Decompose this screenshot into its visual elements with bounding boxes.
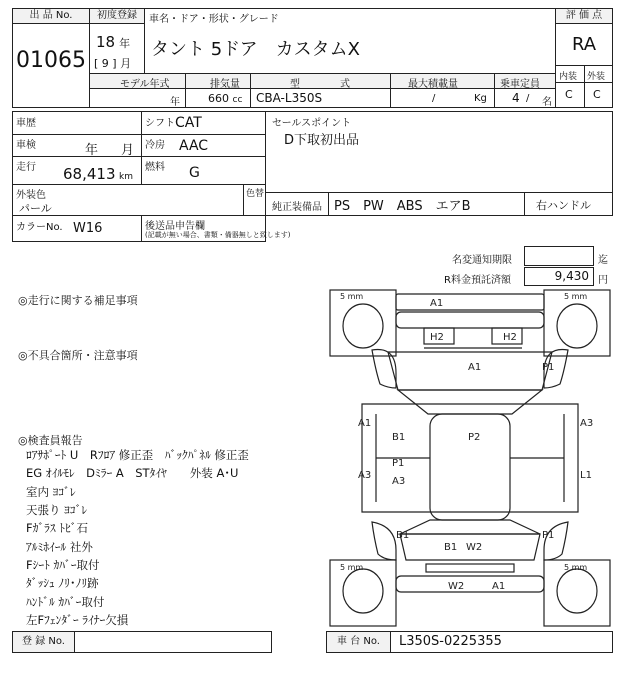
grade-value: RA [571, 34, 597, 55]
report-line: ﾛｱｻﾎﾟｰﾄ U Rﾌﾛｱ 修正歪 ﾊﾞｯｸﾊﾟﾈﾙ 修正歪 [26, 448, 249, 462]
rear-window-shape [400, 520, 540, 534]
report-line: 天張り ﾖｺﾞﾚ [26, 503, 88, 517]
wheel-rl-icon [343, 569, 383, 613]
registration-label: 登 録 No. [13, 632, 75, 652]
capacity-slash: / [526, 93, 530, 104]
displacement-label: 排気量 [210, 79, 240, 90]
grade-box [555, 8, 613, 108]
report-line: ﾊﾝﾄﾞﾙ ｶﾊﾞｰ取付 [26, 595, 105, 609]
col-div-4 [494, 74, 495, 107]
lot-number-box [12, 8, 90, 108]
car-damage-diagram [326, 288, 616, 628]
mark-right-rear-fender: P1 [542, 530, 555, 541]
mark-left-side-front: A1 [358, 418, 372, 429]
mark-right-side-front: A3 [580, 418, 594, 429]
steering-value: 右ハンドル [536, 199, 591, 212]
docs-label: 後送品申告欄 [145, 221, 205, 232]
equipment-div-1 [328, 193, 329, 215]
fuel-label: 燃料 [145, 162, 165, 173]
inspection-year: 年 [85, 143, 99, 158]
exterior-score: C [593, 88, 601, 101]
capacity-value: 4 [512, 91, 520, 105]
chassis-box [326, 631, 613, 653]
spec-vline-docs [141, 215, 142, 241]
sub-grade-row [556, 65, 612, 107]
reg-month: [ 9 ] 月 [94, 57, 132, 70]
capacity-unit: 名 [542, 97, 552, 108]
recycle-label: R料金預託済額 [444, 275, 511, 286]
sales-point-value: D下取初出品 [284, 133, 360, 148]
era-year: 18 年 [96, 33, 131, 51]
grade-label: 評 価 点 [556, 9, 612, 24]
max-load-slash: / [432, 93, 436, 104]
front-bumper-shape [396, 294, 544, 310]
chassis-value: L350S-0225355 [399, 634, 502, 649]
mark-rear-bumper-a1: A1 [492, 581, 506, 592]
recycle-value: 9,430 [554, 269, 589, 283]
spec-hline-2 [13, 156, 265, 157]
aircon-value: AAC [179, 138, 209, 154]
license-plate-shape [426, 564, 514, 572]
rear-bumper-shape [396, 576, 544, 592]
mileage-value: 68,413 [63, 165, 116, 183]
equipment-value: PS PW ABS エアB [334, 199, 471, 214]
type-value: CBA-L350S [256, 91, 323, 105]
shift-label: シフト [145, 118, 175, 129]
wheel-fl-label: 5 mm [340, 292, 364, 301]
inspection-month: 月 [121, 143, 135, 158]
model-year-unit: 年 [170, 97, 180, 108]
first-reg-label: 初度登録 [90, 9, 144, 24]
sub-grade-hline [556, 82, 612, 83]
sales-point-label: セールスポイント [272, 118, 352, 129]
max-load-unit: Kg [474, 93, 487, 104]
lot-label: 出 品 No. [13, 9, 89, 24]
aircon-label: 冷房 [145, 140, 165, 151]
wheel-rr-label: 5 mm [564, 563, 588, 572]
max-load-label: 最大積載量 [408, 79, 458, 90]
type-label: 型 式 [290, 79, 350, 90]
wheel-fl-icon [343, 304, 383, 348]
color-no-value: W16 [73, 221, 103, 236]
model-label: 車名・ドア・形状・グレード [149, 14, 279, 25]
mark-left-rear-a3: A3 [392, 476, 406, 487]
report-line: 左Fﾌｪﾝﾀﾞｰ ﾗｲﾅｰ欠損 [26, 613, 129, 627]
equipment-box [265, 192, 613, 216]
recolor-label: 色替 [246, 189, 265, 199]
name-change-label: 名変通知期限 [452, 255, 512, 266]
spec-vline [141, 112, 142, 184]
report-line: ｱﾙﾐﾎｲｰﾙ 社外 [26, 540, 93, 554]
report-line: EG ｵｲﾙﾓﾚ Dﾐﾗｰ A STﾀｲﾔ 外装 A･U [26, 466, 239, 480]
color-label: 外装色 [16, 190, 46, 201]
interior-label: 内装 [559, 72, 578, 82]
lot-number: 01065 [16, 48, 86, 73]
mark-right-side-rear: L1 [580, 470, 592, 481]
roof-shape [430, 414, 510, 520]
mark-rear-w2: W2 [466, 542, 483, 553]
equipment-div-2 [524, 193, 525, 215]
model-year-label: モデル年式 [120, 79, 170, 90]
capacity-label: 乗車定員 [500, 79, 540, 90]
mark-left-side-rear: A3 [358, 470, 372, 481]
sub-grade-divider [584, 66, 585, 108]
report-line: Fｶﾞﾗｽ ﾄﾋﾞ石 [26, 521, 89, 535]
mark-front-bumper: A1 [430, 298, 444, 309]
mark-h2-left: H2 [430, 332, 444, 343]
recycle-field [524, 267, 594, 286]
car-name: タント 5ドア カスタムX [151, 39, 360, 60]
windshield-shape [398, 390, 542, 414]
registration-box [12, 631, 272, 653]
mark-left-rear-p1: P1 [392, 458, 405, 469]
report-line: Fｼｰﾄ ｶﾊﾞｰ取付 [26, 558, 100, 572]
col-div-1 [185, 74, 186, 107]
mileage-unit: km [119, 172, 133, 182]
displacement: 660 cc [208, 92, 243, 105]
rear-right-fender-shape [544, 522, 568, 560]
shift-value: CAT [175, 115, 202, 131]
exterior-label: 外装 [587, 72, 606, 82]
wheel-fr-label: 5 mm [564, 292, 588, 301]
col-div-3 [390, 74, 391, 107]
mark-left-front-door: B1 [392, 432, 406, 443]
interior-score: C [565, 88, 573, 101]
first-registration-box [89, 8, 145, 74]
docs-note: (記載が無い場合、書類・備器無しと致します) [145, 231, 291, 239]
mark-hood: A1 [468, 362, 482, 373]
rear-left-fender-shape [372, 522, 396, 560]
mileage-label: 走行 [16, 162, 36, 173]
spec-vline-color [243, 184, 244, 215]
driving-notes-title: ◎走行に関する補足事項 [18, 294, 138, 307]
name-change-unit: 迄 [598, 255, 608, 266]
model-info-row [89, 73, 556, 108]
front-grille-shape [396, 312, 544, 328]
report-line: ﾀﾞｯｼｭ ﾉﾘ･ﾉﾘ跡 [26, 576, 99, 590]
wheel-fr-icon [557, 304, 597, 348]
inspector-report-title: ◎検査員報告 [18, 434, 83, 447]
sales-point-box [265, 111, 613, 193]
color-no-label: カラーNo. [16, 222, 63, 233]
mark-rear-b1: B1 [444, 542, 458, 553]
name-change-field [524, 246, 594, 266]
spec-hline-3 [13, 184, 265, 185]
mark-rear-bumper-w2: W2 [448, 581, 465, 592]
equipment-label: 純正装備品 [272, 202, 322, 213]
recycle-unit: 円 [598, 275, 608, 286]
report-line: 室内 ﾖｺﾞﾚ [26, 485, 76, 499]
color-value: パール [19, 202, 52, 215]
defect-notes-title: ◎不具合箇所・注意事項 [18, 349, 138, 362]
spec-block [12, 111, 291, 242]
wheel-rr-icon [557, 569, 597, 613]
col-div-2 [250, 74, 251, 107]
spec-hline-1 [13, 134, 265, 135]
inspection-label: 車検 [16, 140, 36, 151]
mark-front-right-fender: P1 [542, 362, 555, 373]
wheel-rl-label: 5 mm [340, 563, 364, 572]
car-name-box [144, 8, 556, 74]
chassis-label: 車 台 No. [327, 632, 391, 652]
history-label: 車歴 [16, 118, 36, 129]
fuel-value: G [189, 165, 200, 181]
mark-left-rear-fender: B1 [396, 530, 410, 541]
mark-h2-right: H2 [503, 332, 517, 343]
mark-roof: P2 [468, 432, 481, 443]
